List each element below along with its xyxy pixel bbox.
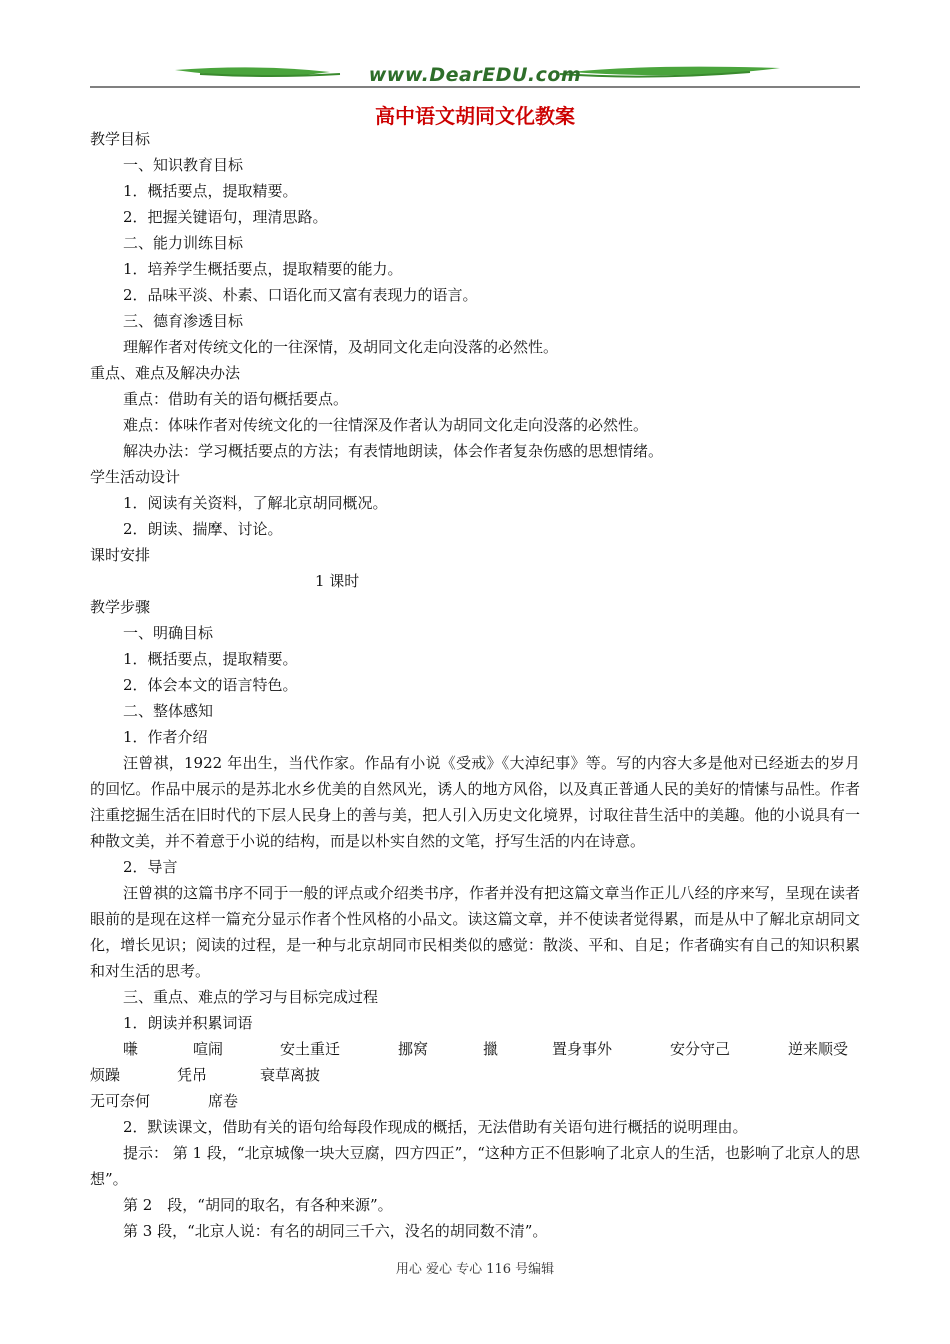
subheading: 二、整体感知 [123, 702, 214, 720]
vocab-word: 烦躁 [90, 1066, 121, 1084]
vocab-word: 挪窝 [398, 1040, 429, 1058]
list-item: 1．阅读有关资料，了解北京胡同概况。 [123, 494, 388, 512]
section-heading: 重点、难点及解决办法 [90, 364, 241, 382]
list-item: 1．概括要点，提取精要。 [123, 650, 298, 668]
paragraph: 提示： 第 1 段，“北京城像一块大豆腐，四方四正”，“这种方正不但影响了北京人的生活，也影响了北京人的思想”。 [90, 1144, 860, 1188]
subheading: 一、知识教育目标 [123, 156, 244, 174]
paragraph: 汪曾祺，1922 年出生，当代作家。作品有小说《受戒》《大淖纪事》等。写的内容大多是他对已经逝去的岁月的回忆。作品中展示的是苏北水乡优美的自然风光，诱人的地方风俗，以及真正普通人民的美好的情愫与品性。作者注重挖掘生活在旧时代的下层人民身上的善与美，把人引入历史文化境界，讨取往昔生活中的美趣。他的小说具有一种散文美，并不着意于小说的结构，而是以朴实自然的文笔，抒写生活的内在诗意。 [90, 754, 860, 850]
list-item: 2．朗读、揣摩、讨论。 [123, 520, 283, 538]
list-item: 1．朗读并积累词语 [123, 1014, 253, 1032]
text-line: 第 3 段，“北京人说：有名的胡同三千六，没名的胡同数不清”。 [123, 1222, 548, 1240]
page-footer: 用心 爱心 专心 116 号编辑 [395, 1262, 555, 1277]
list-item: 1．培养学生概括要点，提取精要的能力。 [123, 260, 403, 278]
section-heading: 课时安排 [90, 546, 151, 564]
text-line: 解决办法：学习概括要点的方法；有表情地朗读，体会作者复杂伤感的思想情绪。 [123, 442, 664, 460]
text-line: 第 2 段，“胡同的取名，有各种来源”。 [123, 1196, 393, 1214]
subheading: 三、重点、难点的学习与目标完成过程 [123, 988, 379, 1006]
subheading: 二、能力训练目标 [123, 234, 244, 252]
vocab-word: 嗛 [123, 1040, 139, 1058]
site-logo[interactable]: www.DearEDU.com [368, 64, 582, 86]
list-item: 2．把握关键语句，理清思路。 [123, 208, 328, 226]
section-heading: 教学步骤 [90, 598, 151, 616]
vocab-word: 无可奈何 [90, 1092, 151, 1110]
site-header [90, 58, 860, 90]
vocab-word: 喧闹 [193, 1040, 224, 1058]
vocab-row [90, 1062, 860, 1088]
paragraph: 汪曾祺的这篇书序不同于一般的评点或介绍类书序，作者并没有把这篇文章当作正儿八经的序来写，呈现在读者眼前的是现在这样一篇充分显示作者个性风格的小品文。读这篇文章，并不使读者觉得累，而是从中了解北京胡同文化，增长见识；阅读的过程，是一种与北京胡同市民相类似的感觉：散淡、平和、自足；作者确实有自己的知识积累和对生活的思考。 [90, 884, 860, 980]
vocab-word: 席卷 [208, 1092, 239, 1110]
list-item: 2．体会本文的语言特色。 [123, 676, 298, 694]
vocab-row [90, 1088, 860, 1114]
page-title: 高中语文胡同文化教案 [375, 104, 575, 128]
subheading: 三、德育渗透目标 [123, 312, 244, 330]
list-item: 1．概括要点，提取精要。 [123, 182, 298, 200]
list-item: 1．作者介绍 [123, 728, 208, 746]
list-item: 2．品味平淡、朴素、口语化而又富有表现力的语言。 [123, 286, 478, 304]
list-item: 2．默读课文，借助有关的语句给每段作现成的概括，无法借助有关语句进行概括的说明理由。 [123, 1118, 748, 1136]
vocab-word: 凭吊 [177, 1066, 208, 1084]
vocab-word: 衰草离披 [260, 1066, 321, 1084]
text-line: 难点：体味作者对传统文化的一往情深及作者认为胡同文化走向没落的必然性。 [123, 416, 649, 434]
text-line: 1 课时 [315, 572, 360, 590]
vocab-row [90, 1036, 860, 1062]
vocab-word: 擸 [483, 1040, 499, 1058]
list-item: 2．导言 [123, 858, 178, 876]
vocab-word: 安分守己 [670, 1040, 731, 1058]
vocab-word: 置身事外 [552, 1040, 613, 1058]
section-heading: 教学目标 [90, 130, 151, 148]
section-heading: 学生活动设计 [90, 468, 181, 486]
text-line: 理解作者对传统文化的一往深情，及胡同文化走向没落的必然性。 [123, 338, 559, 356]
vocab-word: 安土重迁 [280, 1040, 341, 1058]
subheading: 一、明确目标 [123, 624, 214, 642]
text-line: 重点：借助有关的语句概括要点。 [123, 390, 349, 408]
document-body [90, 126, 860, 1244]
vocab-word: 逆来顺受 [788, 1040, 849, 1058]
